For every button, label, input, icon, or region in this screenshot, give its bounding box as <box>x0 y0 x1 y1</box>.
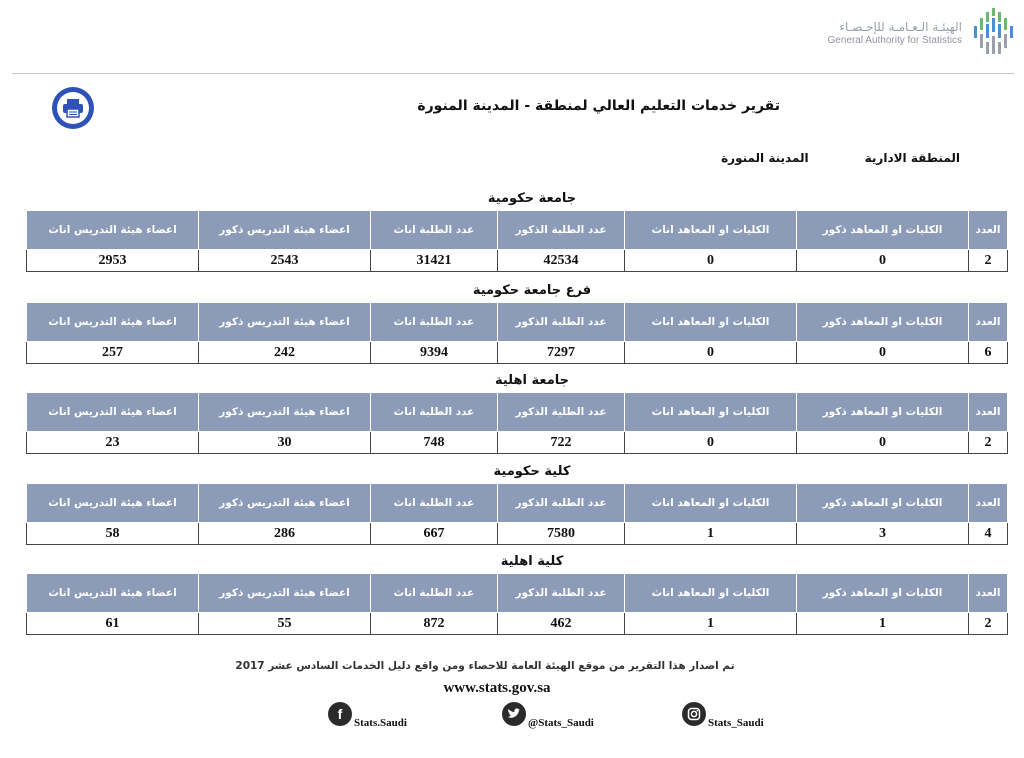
logo-english-name: General Authority for Statistics <box>827 35 962 47</box>
stats-table <box>26 210 1008 272</box>
column-header: عدد الطلبة الذكور <box>498 211 625 250</box>
table-cell: 9394 <box>371 342 498 364</box>
column-header: عدد الطلبة اناث <box>371 484 498 523</box>
table-header-row <box>27 211 1008 250</box>
gastat-logo <box>827 0 1016 68</box>
table-cell: 23 <box>27 432 199 454</box>
column-header: الكليات او المعاهد اناث <box>625 393 797 432</box>
column-header: عدد الطلبة الذكور <box>498 393 625 432</box>
column-header: اعضاء هيئة التدريس ذكور <box>199 393 371 432</box>
table-header-row <box>27 303 1008 342</box>
stats-table <box>26 573 1008 635</box>
section-title: فرع جامعة حكومية <box>472 283 592 298</box>
column-header: عدد الطلبة الذكور <box>498 303 625 342</box>
column-header: الكليات او المعاهد ذكور <box>797 484 969 523</box>
table-cell: 0 <box>625 432 797 454</box>
section-3 <box>26 372 1001 454</box>
column-header: عدد الطلبة اناث <box>371 393 498 432</box>
column-header: اعضاء هيئة التدريس ذكور <box>199 303 371 342</box>
footer-note: تم اصدار هذا التقرير من موقع الهيئة العامة للاحصاء ومن واقع دليل الخدمات السادس عشر 2017 <box>235 660 735 672</box>
table-cell: 0 <box>797 250 969 272</box>
column-header: الكليات او المعاهد ذكور <box>797 393 969 432</box>
table-row <box>27 250 1008 272</box>
column-header: العدد <box>969 484 1008 523</box>
table-cell: 0 <box>625 250 797 272</box>
region-info <box>721 151 960 165</box>
twitter-link[interactable] <box>502 702 594 729</box>
column-header: عدد الطلبة الذكور <box>498 484 625 523</box>
footer-url[interactable]: www.stats.gov.sa <box>443 680 551 696</box>
section-title: كلية حكومية <box>493 464 571 479</box>
column-header: الكليات او المعاهد ذكور <box>797 303 969 342</box>
column-header: اعضاء هيئة التدريس ذكور <box>199 574 371 613</box>
table-cell: 1 <box>797 613 969 635</box>
column-header: الكليات او المعاهد اناث <box>625 574 797 613</box>
gastat-logo-icon <box>972 4 1016 64</box>
table-cell: 2 <box>969 250 1008 272</box>
twitter-icon <box>502 702 526 726</box>
table-cell: 1 <box>625 613 797 635</box>
section-title: جامعة اهلية <box>494 373 569 388</box>
table-cell: 61 <box>27 613 199 635</box>
table-cell: 6 <box>969 342 1008 364</box>
twitter-label: @Stats_Saudi <box>528 717 594 729</box>
table-cell: 257 <box>27 342 199 364</box>
column-header: العدد <box>969 211 1008 250</box>
report-title: تقرير خدمات التعليم العالي لمنطقة - المدينة المنورة <box>417 98 780 114</box>
table-cell: 31421 <box>371 250 498 272</box>
column-header: عدد الطلبة اناث <box>371 574 498 613</box>
column-header: الكليات او المعاهد ذكور <box>797 211 969 250</box>
column-header: الكليات او المعاهد اناث <box>625 484 797 523</box>
table-cell: 0 <box>797 342 969 364</box>
stats-table <box>26 392 1008 454</box>
table-header-row <box>27 393 1008 432</box>
table-cell: 242 <box>199 342 371 364</box>
column-header: الكليات او المعاهد اناث <box>625 211 797 250</box>
table-cell: 722 <box>498 432 625 454</box>
facebook-label: Stats.Saudi <box>354 717 407 729</box>
column-header: اعضاء هيئة التدريس اناث <box>27 393 199 432</box>
column-header: عدد الطلبة اناث <box>371 211 498 250</box>
logo-text <box>827 20 962 48</box>
table-header-row <box>27 574 1008 613</box>
column-header: الكليات او المعاهد اناث <box>625 303 797 342</box>
section-1 <box>26 190 1001 272</box>
table-cell: 7580 <box>498 523 625 545</box>
column-header: اعضاء هيئة التدريس ذكور <box>199 484 371 523</box>
table-cell: 872 <box>371 613 498 635</box>
column-header: اعضاء هيئة التدريس ذكور <box>199 211 371 250</box>
logo-arabic-name: الهيئـة الـعـامـة للإحـصـاء <box>839 20 962 35</box>
table-cell: 30 <box>199 432 371 454</box>
column-header: عدد الطلبة الذكور <box>498 574 625 613</box>
section-title: كلية اهلية <box>500 554 564 569</box>
region-value: المدينة المنورة <box>721 151 809 165</box>
region-label: المنطقة الادارية <box>864 151 960 165</box>
table-cell: 4 <box>969 523 1008 545</box>
column-header: اعضاء هيئة التدريس اناث <box>27 574 199 613</box>
table-row <box>27 523 1008 545</box>
printer-icon <box>62 98 84 118</box>
table-cell: 667 <box>371 523 498 545</box>
header-divider <box>12 73 1014 74</box>
stats-table <box>26 483 1008 545</box>
column-header: اعضاء هيئة التدريس اناث <box>27 211 199 250</box>
column-header: عدد الطلبة اناث <box>371 303 498 342</box>
instagram-link[interactable] <box>682 702 764 729</box>
facebook-link[interactable] <box>328 702 407 729</box>
section-2 <box>26 282 1001 364</box>
table-cell: 2543 <box>199 250 371 272</box>
table-cell: 42534 <box>498 250 625 272</box>
table-cell: 0 <box>625 342 797 364</box>
table-row <box>27 613 1008 635</box>
column-header: العدد <box>969 393 1008 432</box>
table-cell: 3 <box>797 523 969 545</box>
table-cell: 0 <box>797 432 969 454</box>
column-header: العدد <box>969 303 1008 342</box>
table-cell: 2 <box>969 613 1008 635</box>
table-cell: 286 <box>199 523 371 545</box>
section-5 <box>26 553 1001 635</box>
table-header-row <box>27 484 1008 523</box>
facebook-icon: f <box>328 702 352 726</box>
column-header: اعضاء هيئة التدريس اناث <box>27 484 199 523</box>
table-row <box>27 432 1008 454</box>
table-row <box>27 342 1008 364</box>
instagram-icon <box>682 702 706 726</box>
column-header: اعضاء هيئة التدريس اناث <box>27 303 199 342</box>
table-cell: 748 <box>371 432 498 454</box>
instagram-label: Stats_Saudi <box>708 717 764 729</box>
column-header: الكليات او المعاهد ذكور <box>797 574 969 613</box>
section-title: جامعة حكومية <box>487 191 577 206</box>
print-button[interactable] <box>52 87 94 129</box>
column-header: العدد <box>969 574 1008 613</box>
section-4 <box>26 463 1001 545</box>
stats-table <box>26 302 1008 364</box>
table-cell: 58 <box>27 523 199 545</box>
table-cell: 2953 <box>27 250 199 272</box>
table-cell: 55 <box>199 613 371 635</box>
table-cell: 462 <box>498 613 625 635</box>
table-cell: 7297 <box>498 342 625 364</box>
table-cell: 1 <box>625 523 797 545</box>
table-cell: 2 <box>969 432 1008 454</box>
